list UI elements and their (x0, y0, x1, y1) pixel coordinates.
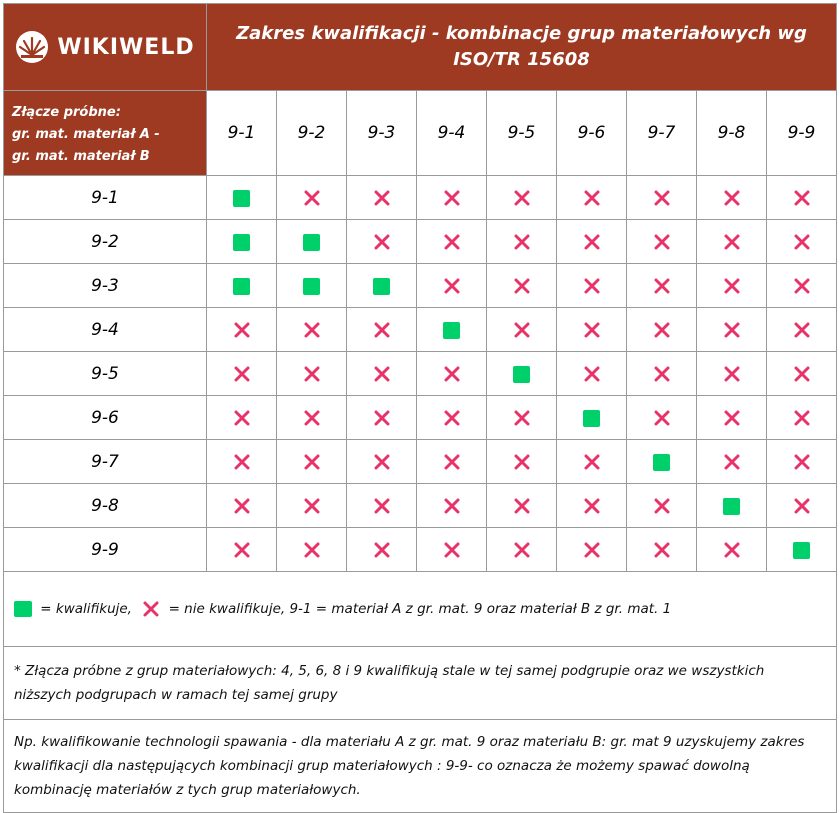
corner-label (4, 91, 207, 176)
matrix-cell (347, 308, 417, 352)
red-x-icon (653, 189, 671, 207)
matrix-cell (487, 396, 557, 440)
red-x-icon (373, 453, 391, 471)
matrix-cell (627, 484, 697, 528)
red-x-icon (583, 233, 601, 251)
red-x-icon (723, 321, 741, 339)
matrix-cell (417, 396, 487, 440)
matrix-cell (697, 440, 767, 484)
red-x-icon (303, 453, 321, 471)
matrix-cell (347, 264, 417, 308)
red-x-icon (233, 453, 251, 471)
matrix-cell (767, 484, 837, 528)
red-x-icon (303, 321, 321, 339)
page-title: Zakres kwalifikacji - kombinacje grup materiałowych wg ISO/TR 15608 (207, 4, 837, 91)
red-x-icon (793, 497, 811, 515)
red-x-icon (583, 453, 601, 471)
red-x-icon (443, 541, 461, 559)
matrix-cell (557, 396, 627, 440)
matrix-cell (207, 484, 277, 528)
matrix-cell (767, 264, 837, 308)
table-row (4, 220, 837, 264)
matrix-cell (627, 176, 697, 220)
matrix-cell (627, 220, 697, 264)
green-square-icon (373, 278, 390, 295)
matrix-cell (347, 220, 417, 264)
matrix-cell (417, 484, 487, 528)
footnote: * Złącza próbne z grup materiałowych: 4, 5, 6, 8 i 9 kwalifikują stale w tej samej podgrupie oraz we wszystkich niższych podgrupach w ramach tej samej grupy (4, 647, 837, 720)
legend (4, 572, 837, 647)
table-row (4, 352, 837, 396)
red-x-icon (583, 189, 601, 207)
matrix-cell (487, 308, 557, 352)
red-x-icon (793, 277, 811, 295)
row-header: 9-9 (4, 528, 207, 572)
matrix-cell (347, 176, 417, 220)
red-x-icon (583, 541, 601, 559)
red-x-icon (513, 409, 531, 427)
red-x-icon (513, 453, 531, 471)
logo-cell (4, 4, 207, 91)
green-square-icon (233, 278, 250, 295)
example-note: Np. kwalifikowanie technologii spawania - dla materiału A z gr. mat. 9 oraz materiału B: gr. mat 9 uzyskujemy zakres kwalifikacji dla następujących kombinacji grup materiałowych : 9-9- co oznacza że możemy spawać dowolną kombinację materiałów z tych grup materiałowych. (4, 720, 837, 813)
matrix-cell (347, 484, 417, 528)
red-x-icon (723, 365, 741, 383)
matrix-cell (207, 440, 277, 484)
matrix-cell (697, 484, 767, 528)
brand-name: WIKIWELD (57, 34, 195, 60)
matrix-cell (557, 176, 627, 220)
column-header: 9-6 (557, 91, 627, 176)
row-header: 9-8 (4, 484, 207, 528)
matrix-cell (417, 264, 487, 308)
green-square-icon (233, 234, 250, 251)
matrix-cell (767, 220, 837, 264)
matrix-cell (627, 352, 697, 396)
red-x-icon (583, 277, 601, 295)
red-x-icon (653, 233, 671, 251)
matrix-cell (557, 264, 627, 308)
matrix-cell (347, 440, 417, 484)
matrix-cell (417, 440, 487, 484)
table-row (4, 308, 837, 352)
red-x-icon (723, 541, 741, 559)
green-square-icon (653, 454, 670, 471)
matrix-cell (557, 440, 627, 484)
matrix-cell (417, 528, 487, 572)
corner-label-line: gr. mat. materiał A - (12, 127, 160, 142)
legend-ok-text: = kwalifikuje, (40, 601, 132, 617)
red-x-icon (303, 365, 321, 383)
weld-spark-icon (15, 30, 49, 64)
matrix-cell (627, 440, 697, 484)
matrix-cell (417, 220, 487, 264)
matrix-cell (627, 396, 697, 440)
green-square-icon (443, 322, 460, 339)
matrix-cell (767, 176, 837, 220)
matrix-cell (417, 176, 487, 220)
red-x-icon (583, 365, 601, 383)
red-x-icon (793, 453, 811, 471)
red-x-icon (443, 233, 461, 251)
red-x-icon (513, 541, 531, 559)
column-header: 9-7 (627, 91, 697, 176)
green-square-icon (303, 278, 320, 295)
legend-no-text: = nie kwalifikuje, 9-1 = materiał A z gr. mat. 9 oraz materiał B z gr. mat. 1 (168, 601, 672, 617)
matrix-cell (697, 264, 767, 308)
matrix-cell (557, 220, 627, 264)
row-header: 9-1 (4, 176, 207, 220)
column-header: 9-5 (487, 91, 557, 176)
matrix-cell (627, 264, 697, 308)
matrix-cell (767, 396, 837, 440)
red-x-icon (373, 233, 391, 251)
green-square-icon (14, 601, 32, 617)
green-square-icon (583, 410, 600, 427)
matrix-cell (487, 440, 557, 484)
red-x-icon (142, 600, 160, 618)
matrix-cell (347, 352, 417, 396)
red-x-icon (513, 233, 531, 251)
matrix-cell (207, 528, 277, 572)
matrix-cell (487, 528, 557, 572)
matrix-cell (697, 352, 767, 396)
red-x-icon (233, 497, 251, 515)
red-x-icon (793, 321, 811, 339)
matrix-cell (627, 308, 697, 352)
column-header: 9-8 (697, 91, 767, 176)
matrix-cell (557, 308, 627, 352)
red-x-icon (373, 541, 391, 559)
red-x-icon (373, 365, 391, 383)
matrix-cell (487, 352, 557, 396)
red-x-icon (653, 365, 671, 383)
matrix-cell (697, 176, 767, 220)
red-x-icon (513, 321, 531, 339)
matrix-cell (207, 176, 277, 220)
matrix-cell (487, 176, 557, 220)
red-x-icon (233, 365, 251, 383)
table-row (4, 176, 837, 220)
column-header: 9-1 (207, 91, 277, 176)
red-x-icon (443, 189, 461, 207)
matrix-cell (347, 396, 417, 440)
table-row (4, 484, 837, 528)
red-x-icon (373, 409, 391, 427)
matrix-cell (767, 440, 837, 484)
matrix-cell (487, 220, 557, 264)
matrix-cell (487, 264, 557, 308)
red-x-icon (443, 365, 461, 383)
matrix-cell (277, 220, 347, 264)
column-header: 9-4 (417, 91, 487, 176)
matrix-cell (417, 352, 487, 396)
wikiweld-logo (4, 30, 206, 64)
matrix-cell (277, 396, 347, 440)
matrix-cell (557, 484, 627, 528)
red-x-icon (513, 189, 531, 207)
row-header: 9-5 (4, 352, 207, 396)
red-x-icon (723, 277, 741, 295)
matrix-cell (697, 528, 767, 572)
matrix-cell (207, 352, 277, 396)
matrix-cell (697, 308, 767, 352)
red-x-icon (653, 277, 671, 295)
matrix-cell (627, 528, 697, 572)
matrix-cell (347, 528, 417, 572)
red-x-icon (233, 541, 251, 559)
red-x-icon (653, 321, 671, 339)
matrix-cell (277, 528, 347, 572)
column-header: 9-9 (767, 91, 837, 176)
red-x-icon (303, 541, 321, 559)
matrix-cell (277, 352, 347, 396)
qualification-table (3, 3, 837, 813)
matrix-cell (557, 528, 627, 572)
red-x-icon (373, 189, 391, 207)
green-square-icon (233, 190, 250, 207)
red-x-icon (723, 409, 741, 427)
matrix-cell (207, 264, 277, 308)
red-x-icon (793, 189, 811, 207)
red-x-icon (513, 277, 531, 295)
red-x-icon (443, 453, 461, 471)
red-x-icon (793, 409, 811, 427)
red-x-icon (583, 497, 601, 515)
matrix-cell (207, 308, 277, 352)
row-header: 9-6 (4, 396, 207, 440)
table-row (4, 440, 837, 484)
green-square-icon (723, 498, 740, 515)
red-x-icon (583, 321, 601, 339)
table-row (4, 264, 837, 308)
matrix-cell (697, 396, 767, 440)
matrix-cell (487, 484, 557, 528)
corner-label-line: Złącze próbne: (12, 105, 121, 120)
column-header: 9-3 (347, 91, 417, 176)
red-x-icon (653, 497, 671, 515)
red-x-icon (303, 497, 321, 515)
red-x-icon (653, 541, 671, 559)
column-header: 9-2 (277, 91, 347, 176)
red-x-icon (723, 189, 741, 207)
matrix-cell (557, 352, 627, 396)
table-body (4, 176, 837, 572)
red-x-icon (723, 233, 741, 251)
matrix-cell (767, 528, 837, 572)
green-square-icon (793, 542, 810, 559)
red-x-icon (723, 453, 741, 471)
matrix-cell (417, 308, 487, 352)
red-x-icon (443, 409, 461, 427)
matrix-cell (767, 352, 837, 396)
red-x-icon (653, 409, 671, 427)
matrix-cell (277, 440, 347, 484)
red-x-icon (233, 321, 251, 339)
matrix-cell (767, 308, 837, 352)
matrix-cell (207, 220, 277, 264)
row-header: 9-4 (4, 308, 207, 352)
red-x-icon (303, 409, 321, 427)
matrix-cell (277, 308, 347, 352)
row-header: 9-2 (4, 220, 207, 264)
red-x-icon (443, 497, 461, 515)
red-x-icon (443, 277, 461, 295)
row-header: 9-3 (4, 264, 207, 308)
table-row (4, 528, 837, 572)
table-row (4, 396, 837, 440)
matrix-cell (277, 264, 347, 308)
red-x-icon (513, 497, 531, 515)
matrix-cell (207, 396, 277, 440)
green-square-icon (303, 234, 320, 251)
row-header: 9-7 (4, 440, 207, 484)
red-x-icon (233, 409, 251, 427)
green-square-icon (513, 366, 530, 383)
red-x-icon (793, 233, 811, 251)
red-x-icon (303, 189, 321, 207)
matrix-cell (277, 176, 347, 220)
red-x-icon (793, 365, 811, 383)
red-x-icon (373, 321, 391, 339)
matrix-cell (697, 220, 767, 264)
matrix-cell (277, 484, 347, 528)
corner-label-line: gr. mat. materiał B (12, 149, 150, 164)
red-x-icon (373, 497, 391, 515)
